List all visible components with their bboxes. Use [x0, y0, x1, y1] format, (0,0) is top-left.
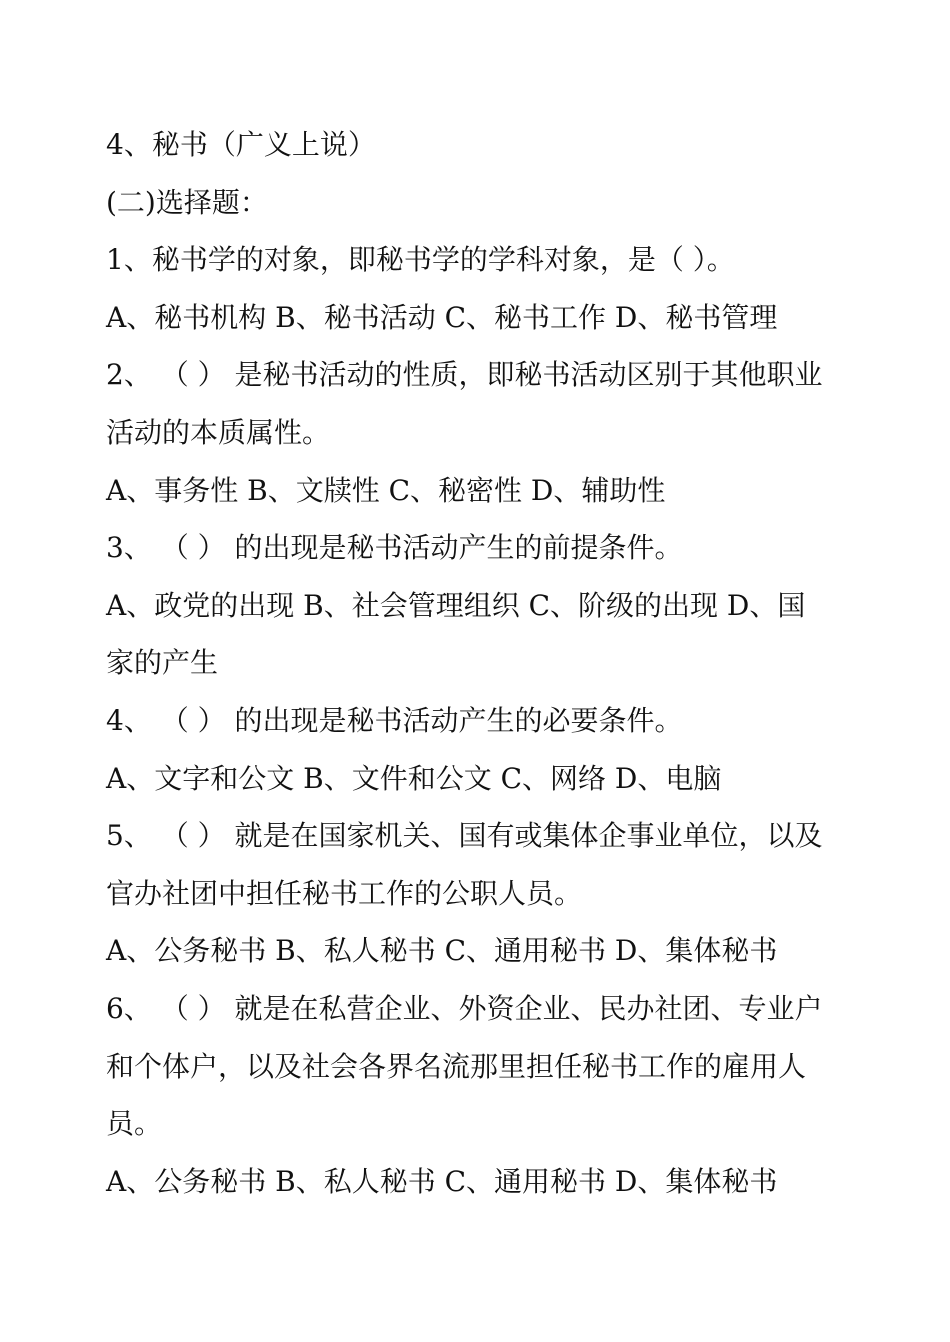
term-item-4: 4、秘书（广义上说）	[106, 128, 376, 161]
question-3-options-line-1: A、政党的出现 B、社会管理组织 C、阶级的出现 D、国	[106, 588, 806, 622]
question-2-line-1: 2、 （ ） 是秘书活动的性质，即秘书活动区别于其他职业	[106, 358, 823, 392]
question-5-line-1: 5、 （ ） 就是在国家机关、国有或集体企事业单位，以及	[106, 819, 823, 853]
question-4: 4、 （ ） 的出现是秘书活动产生的必要条件。	[106, 703, 683, 737]
question-2-line-2: 活动的本质属性。	[106, 415, 331, 449]
question-5-options: A、公务秘书 B、私人秘书 C、通用秘书 D、集体秘书	[106, 934, 778, 968]
question-1-options: A、秘书机构 B、秘书活动 C、秘书工作 D、秘书管理	[106, 300, 778, 334]
question-4-options: A、文字和公文 B、文件和公文 C、网络 D、电脑	[106, 761, 722, 795]
question-2-options: A、事务性 B、文牍性 C、秘密性 D、辅助性	[106, 473, 666, 507]
question-3: 3、 （ ） 的出现是秘书活动产生的前提条件。	[106, 531, 683, 565]
question-6-options: A、公务秘书 B、私人秘书 C、通用秘书 D、集体秘书	[106, 1164, 778, 1198]
section-heading-multiple-choice: (二)选择题：	[106, 185, 268, 219]
question-6-line-2: 和个体户，以及社会各界名流那里担任秘书工作的雇用人	[106, 1049, 807, 1083]
question-1: 1、秘书学的对象，即秘书学的学科对象，是（ ）。	[106, 243, 735, 277]
document-body	[106, 116, 850, 1210]
question-6-line-3: 员。	[106, 1107, 163, 1141]
question-3-options-line-2: 家的产生	[106, 646, 219, 680]
question-6-line-1: 6、 （ ） 就是在私营企业、外资企业、民办社团、专业户	[106, 991, 823, 1025]
question-5-line-2: 官办社团中担任秘书工作的公职人员。	[106, 876, 583, 910]
